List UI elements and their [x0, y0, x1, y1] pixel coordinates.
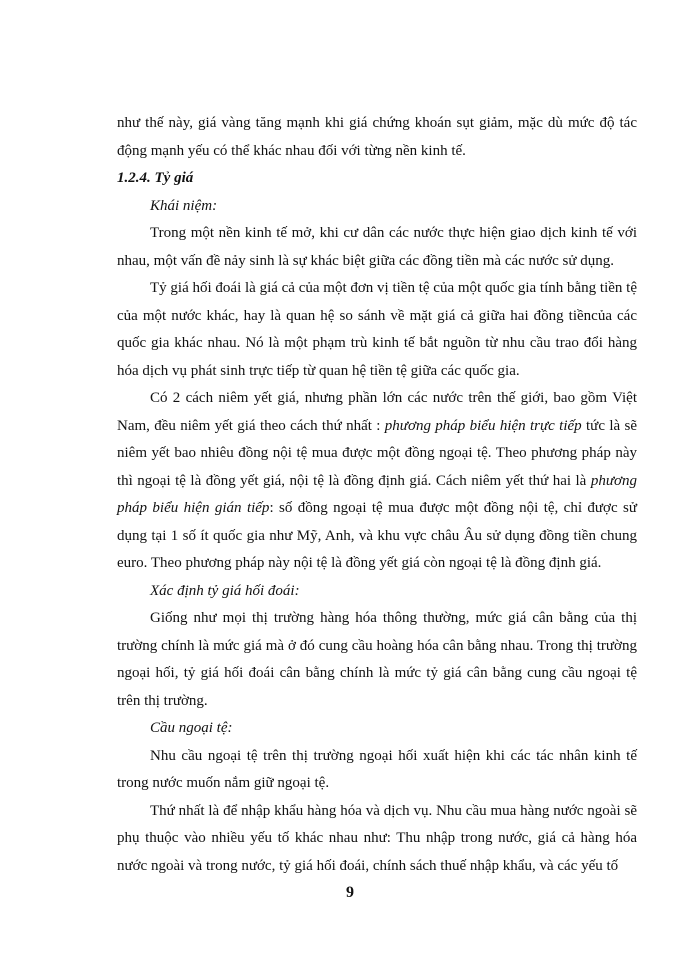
- subheading-concept: Khái niệm:: [150, 197, 218, 214]
- section-heading: 1.2.4. Tỷ giá: [117, 170, 194, 186]
- paragraph-quotation-methods: [117, 385, 637, 578]
- emphasis-direct-method: phương pháp biểu hiện trực tiếp: [384, 417, 582, 434]
- emphasis-indirect-method: phương pháp biểu hiện gián tiếp: [117, 472, 637, 516]
- paragraph-imports: Thứ nhất là để nhập khẩu hàng hóa và dịch vụ. Nhu cầu mua hàng nước ngoài sẽ phụ thuộc vào nhiều yếu tố khác nhau như: Thu nhập trong nước, giá cả hàng hóa nước ngoài và trong nước, tỷ giá hối đoái, chính sách thuế nhập khẩu, và các yếu tố: [117, 802, 637, 874]
- paragraph-equilibrium: Giống như mọi thị trường hàng hóa thông thường, mức giá cân bằng của thị trường chính là mức giá mà ở đó cung cầu hoàng hóa cân bằng nhau. Trong thị trường ngoại hối, tỷ giá hối đoái cân bằng chính là mức tỷ giá cân bằng cung cầu ngoại tệ trên thị trường.: [117, 610, 637, 709]
- subheading-determination: Xác định tỷ giá hối đoái:: [150, 582, 300, 599]
- text-segment: tức là sẽ niêm yết bao nhiêu đồng nội tệ mua được một đồng ngoại tệ. Theo phương pháp này thì ngoại tệ là đồng yết giá, nội tệ là đồng định giá. Cách niêm yết thứ hai là: [117, 417, 637, 489]
- paragraph-demand: Nhu cầu ngoại tệ trên thị trường ngoại hối xuất hiện khi các tác nhân kinh tế trong nước muốn nắm giữ ngoại tệ.: [117, 747, 637, 791]
- paragraph-open-economy: Trong một nền kinh tế mở, khi cư dân các nước thực hiện giao dịch kinh tế với nhau, một vấn đề nảy sinh là sự khác biệt giữa các đồng tiền mà các nước sử dụng.: [117, 225, 637, 269]
- paragraph-continuation: như thế này, giá vàng tăng mạnh khi giá chứng khoán sụt giảm, mặc dù mức độ tác động mạnh yếu có thể khác nhau đối với từng nền kinh tế.: [117, 115, 637, 159]
- text-segment: Có 2 cách niêm yết giá, nhưng phần lớn các nước trên thế giới, bao gồm Việt Nam, đều niêm yết giá theo cách thứ nhất :: [117, 390, 637, 434]
- text-segment: : số đồng ngoại tệ mua được một đồng nội tệ, chỉ được sử dụng tại 1 số ít quốc gia như Mỹ, Anh, và khu vực châu Âu sử dụng đồng tiền chung euro. Theo phương pháp này nội tệ là đồng yết giá còn ngoại tệ là đồng định giá.: [117, 500, 637, 571]
- paragraph-exchange-rate-definition: Tỷ giá hối đoái là giá cả của một đơn vị tiền tệ của một quốc gia tính bằng tiền tệ của một nước khác, hay là quan hệ so sánh về mặt giá cả giữa hai đồng tiềncủa các quốc gia khác nhau. Nó là một phạm trù kinh tế bắt nguồn từ nhu cầu trao đổi hàng hóa dịch vụ phát sinh trực tiếp từ quan hệ tiền tệ giữa các quốc gia.: [117, 280, 637, 379]
- page-number: 9: [346, 884, 354, 901]
- page-body: [117, 110, 637, 880]
- subheading-demand: Cầu ngoại tệ:: [150, 720, 233, 736]
